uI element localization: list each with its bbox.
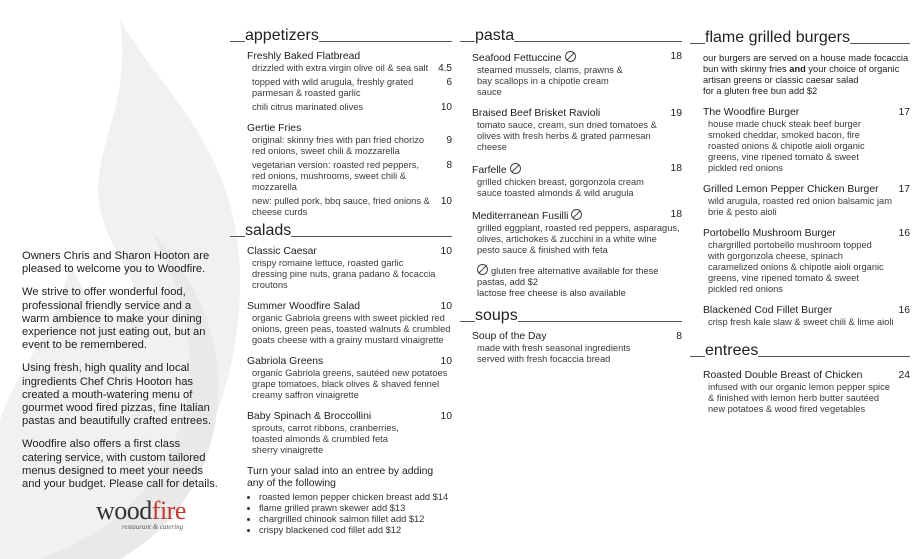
addons-list xyxy=(247,492,452,536)
menu-item xyxy=(472,331,682,365)
item-name: Summer Woodfire Salad xyxy=(247,301,360,312)
section-header xyxy=(460,305,682,325)
item-price: 10 xyxy=(440,301,452,312)
burgers-intro xyxy=(703,53,910,86)
item-description: organic Gabriola greens with sweet pickled red onions, green peas, toasted walnuts & crumbled goats cheese with a grainy mustard vinaigrette xyxy=(252,313,451,345)
item-price: 16 xyxy=(898,305,910,316)
section-title: pasta xyxy=(475,27,515,44)
item-option xyxy=(252,63,452,74)
item-description: organic Gabriola greens, sautéed new potatoes grape tomatoes, black olives & shaved fennel creamy saffron vinaigrette xyxy=(252,368,448,400)
gluten-free-icon xyxy=(571,209,582,220)
item-price: 18 xyxy=(670,163,682,174)
gluten-free-icon xyxy=(565,51,576,62)
section-pasta xyxy=(460,25,682,299)
item-name: Gabriola Greens xyxy=(247,356,324,367)
item-description: chargrilled portobello mushroom topped with gorgonzola cheese, spinach caramelized onions & chipotle aioli organic greens, vine ripened tomato & sweet pickled red onions xyxy=(708,240,884,294)
section-salads xyxy=(230,220,452,536)
section-title: soups xyxy=(475,307,518,324)
section-header xyxy=(460,25,682,45)
menu-item xyxy=(247,246,452,291)
addons-intro: Turn your salad into an entree by adding any of the following xyxy=(247,466,434,489)
item-price: 10 xyxy=(440,411,452,422)
option-text: original: skinny fries with pan fried chorizo red onions, sweet chili & mozzarella xyxy=(252,135,425,156)
section-burgers xyxy=(690,27,910,328)
item-description: steamed mussels, clams, prawns & bay scallops in a chipotle cream sauce xyxy=(477,65,623,97)
salad-addons xyxy=(247,466,452,536)
item-name: Farfelle xyxy=(472,165,507,176)
section-title: flame grilled burgers xyxy=(705,29,850,46)
item-description: grilled chicken breast, gorgonzola cream sauce toasted almonds & wild arugula xyxy=(477,177,644,198)
item-name: Baby Spinach & Broccollini xyxy=(247,411,372,422)
intro-text xyxy=(22,250,218,501)
section-entrees xyxy=(690,340,910,415)
menu-item xyxy=(703,228,910,295)
section-header xyxy=(230,25,452,45)
menu-item xyxy=(703,184,910,218)
section-title: entrees xyxy=(705,342,759,359)
menu-item xyxy=(247,356,452,401)
option-price: 10 xyxy=(440,102,452,113)
intro-paragraph: Woodfire also offers a first class catering service, with custom tailored menus designed to meet your needs and your budget. Please call for details. xyxy=(22,438,218,491)
item-description: grilled eggplant, roasted red peppers, asparagus, olives, artichokes & zucchini in a white wine pesto sauce & finished with feta xyxy=(477,223,680,255)
addon-item: • roasted lemon pepper chicken breast add $14 xyxy=(259,492,452,503)
item-name: Braised Beef Brisket Ravioli xyxy=(472,108,601,119)
option-text: vegetarian version: roasted red peppers, red onions, mushrooms, sweet chili & mozzarella xyxy=(252,160,419,192)
option-price: 9 xyxy=(446,135,452,146)
menu-item xyxy=(703,305,910,328)
item-name: Mediterranean Fusilli xyxy=(472,211,569,222)
item-option xyxy=(252,135,452,157)
item-price: 18 xyxy=(670,209,682,220)
intro-text-1: our burgers are served on a house made focaccia bun with skinny fries xyxy=(703,53,909,74)
menu-item xyxy=(472,163,682,199)
menu-item xyxy=(247,301,452,346)
menu-item xyxy=(472,108,682,153)
gluten-free-icon xyxy=(477,264,488,275)
item-description: crisp fresh kale slaw & sweet chili & lime aioli xyxy=(708,317,894,327)
item-name: Portobello Mushroom Burger xyxy=(703,228,836,239)
option-price: 10 xyxy=(440,196,452,207)
section-header xyxy=(230,220,452,240)
menu-item xyxy=(472,209,682,256)
item-price: 8 xyxy=(676,331,682,342)
menu-item xyxy=(247,123,452,218)
item-option xyxy=(252,160,452,193)
lactose-note: lactose free cheese is also available xyxy=(477,288,626,298)
section-title: appetizers xyxy=(245,27,319,44)
gluten-free-bun-note: for a gluten free bun add $2 xyxy=(703,86,818,96)
menu-item xyxy=(703,107,910,174)
item-price: 18 xyxy=(670,51,682,62)
addon-item: • flame grilled prawn skewer add $13 xyxy=(259,503,452,514)
woodfire-logo xyxy=(96,498,216,531)
item-name: Roasted Double Breast of Chicken xyxy=(703,370,863,381)
item-name: Grilled Lemon Pepper Chicken Burger xyxy=(703,184,879,195)
option-text: new: pulled pork, bbq sauce, fried onions & cheese curds xyxy=(252,196,430,217)
item-description: sprouts, carrot ribbons, cranberries, toasted almonds & crumbled feta sherry vinaigrette xyxy=(252,423,399,455)
intro-bold: and xyxy=(789,64,806,74)
item-price: 17 xyxy=(898,184,910,195)
logo-fire: fire xyxy=(151,496,186,525)
menu-item xyxy=(247,51,452,113)
item-description: wild arugula, roasted red onion balsamic jam brie & pesto aioli xyxy=(708,196,892,217)
item-price: 16 xyxy=(898,228,910,239)
item-price: 17 xyxy=(898,107,910,118)
section-title: salads xyxy=(245,222,292,239)
gluten-free-icon xyxy=(510,163,521,174)
addon-item: • chargrilled chinook salmon fillet add $12 xyxy=(259,514,452,525)
item-description: crispy romaine lettuce, roasted garlic dressing pine nuts, grana padano & focaccia croutons xyxy=(252,258,436,290)
menu-item xyxy=(472,51,682,98)
menu-item xyxy=(247,411,452,456)
gf-note-text: gluten free alternative available for these pastas, add $2 xyxy=(477,266,659,287)
item-name: Soup of the Day xyxy=(472,331,547,342)
intro-paragraph: We strive to offer wonderful food, professional friendly service and a warm ambience to make your dining experience not just eating out, but an event to be remembered. xyxy=(22,286,206,352)
gluten-free-note xyxy=(472,264,682,288)
item-description: made with fresh seasonal ingredients served with fresh focaccia bread xyxy=(477,343,631,364)
item-name: Classic Caesar xyxy=(247,246,317,257)
item-name: Gertie Fries xyxy=(247,123,302,134)
item-name: Blackened Cod Fillet Burger xyxy=(703,305,833,316)
addon-item: • crispy blackened cod fillet add $12 xyxy=(259,525,452,536)
item-price: 10 xyxy=(440,246,452,257)
section-header xyxy=(690,27,910,47)
intro-paragraph: Using fresh, high quality and local ingredients Chef Chris Hooton has created a mouth-watering menu of gourmet wood fired pizzas, fine Italian pastas and beautifully crafted entrees. xyxy=(22,362,212,428)
section-header xyxy=(690,340,910,360)
option-text: topped with wild arugula, freshly grated parmesan & roasted garlic xyxy=(252,77,414,98)
option-price: 4.5 xyxy=(438,63,452,74)
item-description: house made chuck steak beef burger smoked cheddar, smoked bacon, fire roasted onions & chipotle aioli organic greens, vine ripened tomato & sweet pickled red onions xyxy=(708,119,865,173)
item-description: infused with our organic lemon pepper spice & finished with lemon herb butter sautéed new potatoes & wood fired vegetables xyxy=(708,382,890,414)
item-name: Freshly Baked Flatbread xyxy=(247,51,361,62)
item-option xyxy=(252,77,452,99)
logo-wood: wood xyxy=(96,496,152,525)
item-name: Seafood Fettuccine xyxy=(472,53,562,64)
menu-item xyxy=(703,370,910,415)
option-price: 8 xyxy=(446,160,452,171)
item-price: 19 xyxy=(670,108,682,119)
item-option xyxy=(252,196,452,218)
item-description: tomato sauce, cream, sun dried tomatoes & olives with fresh herbs & grated parmesan cheese xyxy=(477,120,657,152)
section-appetizers xyxy=(230,25,452,221)
option-text: chili citrus marinated olives xyxy=(252,102,364,112)
item-name: The Woodfire Burger xyxy=(703,107,800,118)
intro-paragraph: Owners Chris and Sharon Hooton are pleased to welcome you to Woodfire. xyxy=(22,250,210,276)
item-option xyxy=(252,102,452,113)
option-text: drizzled with extra virgin olive oil & sea salt xyxy=(252,63,429,73)
option-price: 6 xyxy=(446,77,452,88)
logo-tagline: restaurant & catering xyxy=(122,523,184,531)
section-soups xyxy=(460,305,682,365)
item-price: 24 xyxy=(898,370,910,381)
intro-text-2: your choice of organic artisan greens or classic caesar salad xyxy=(703,64,900,85)
item-price: 10 xyxy=(440,356,452,367)
